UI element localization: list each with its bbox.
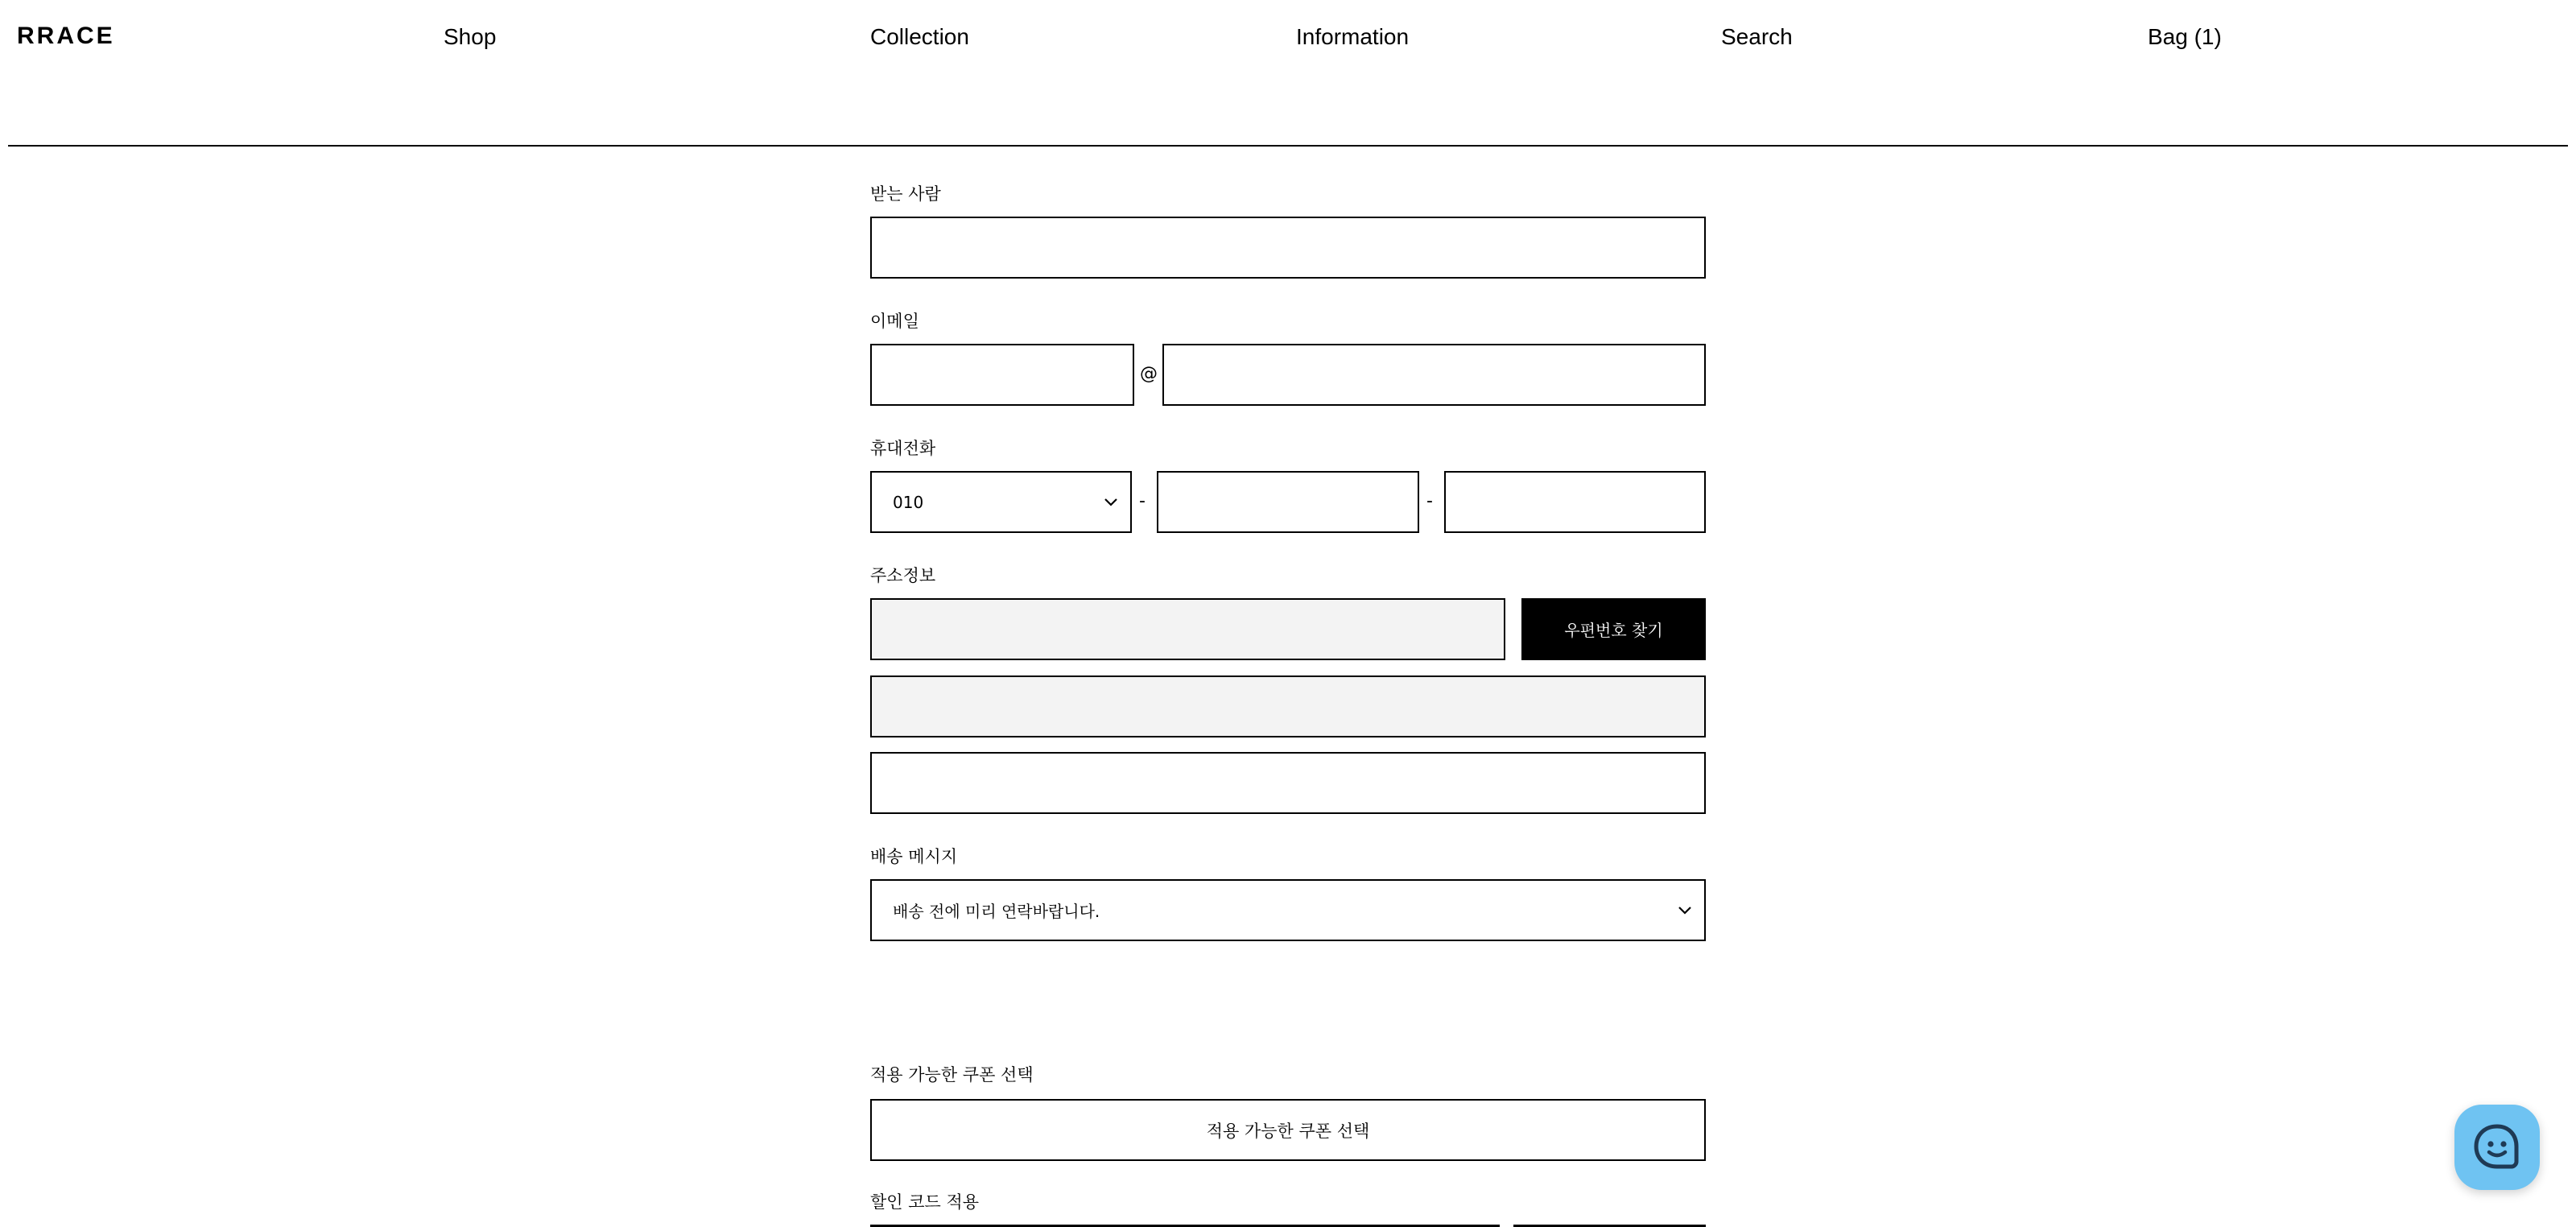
nav-bag[interactable]: Bag (1) [2148,24,2222,49]
header-divider [8,145,2568,147]
coupon-select-button[interactable]: 적용 가능한 쿠폰 선택 [870,1099,1706,1161]
postcode-search-button[interactable]: 우편번호 찾기 [1521,598,1706,660]
coupon-label: 적용 가능한 쿠폰 선택 [870,1065,1034,1084]
email-domain-input[interactable] [1162,344,1706,406]
nav-information[interactable]: Information [1296,24,1410,49]
email-label: 이메일 [870,312,919,331]
phone-prefix-select[interactable] [870,471,1132,533]
nav-search[interactable]: Search [1721,24,1793,49]
recipient-label: 받는 사람 [870,184,941,204]
address-detail-input[interactable] [870,752,1706,814]
address-label: 주소정보 [870,566,936,585]
nav-shop[interactable]: Shop [444,24,497,49]
nav-collection[interactable]: Collection [870,24,969,49]
delivery-message-select[interactable] [870,879,1706,941]
chevron-down-icon [1103,494,1119,510]
discount-code-label: 할인 코드 적용 [870,1192,980,1212]
chat-bot-icon [2471,1122,2523,1173]
email-local-input[interactable] [870,344,1134,406]
delivery-message-value: 배송 전에 미리 연락바랍니다. [893,902,1100,921]
phone-last-input[interactable] [1444,471,1706,533]
brand-logo[interactable]: RRACE [17,23,115,49]
postcode-input [870,598,1505,660]
site-header [0,0,2576,147]
phone-dash-1: - [1139,491,1146,511]
chevron-down-icon [1677,903,1693,919]
address-base-input [870,675,1706,737]
phone-dash-2: - [1426,491,1433,511]
recipient-input[interactable] [870,217,1706,279]
phone-label: 휴대전화 [870,439,936,458]
delivery-message-label: 배송 메시지 [870,847,958,866]
phone-prefix-value: 010 [893,492,924,512]
chat-bot-button[interactable] [2454,1105,2540,1190]
phone-middle-input[interactable] [1157,471,1419,533]
email-at-sign: @ [1140,364,1158,384]
